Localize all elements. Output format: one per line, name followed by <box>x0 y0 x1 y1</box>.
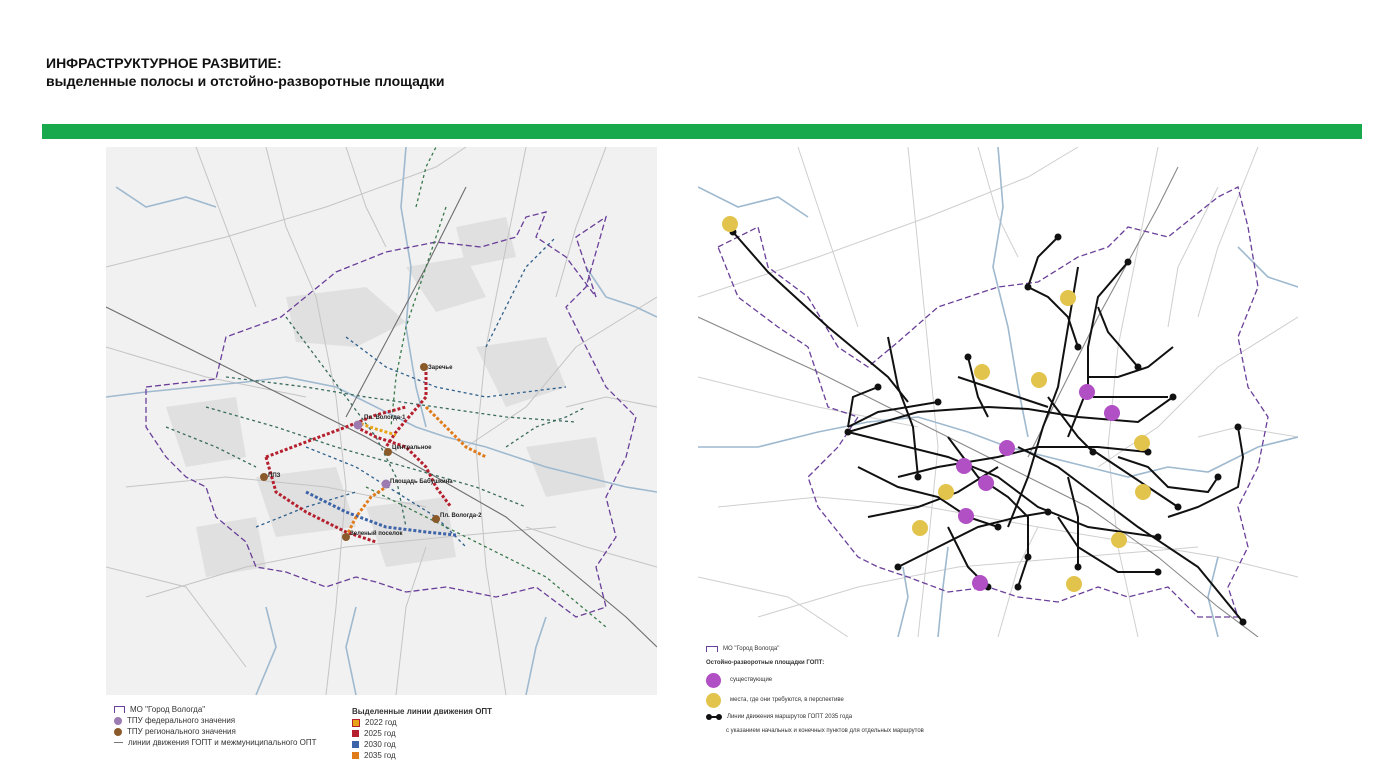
lanes-legend <box>352 707 492 761</box>
boundary-icon <box>706 646 718 652</box>
legend-label: 2035 год <box>364 751 396 760</box>
right-map-canvas <box>698 147 1298 637</box>
site-existing <box>1104 405 1120 421</box>
site-prospective <box>938 484 954 500</box>
site-existing <box>956 458 972 474</box>
site-existing <box>958 508 974 524</box>
tpu-regional-central <box>384 448 392 456</box>
sites-legend-title: Остойно-разворотные площадки ГОПТ: <box>706 660 825 666</box>
site-prospective <box>974 364 990 380</box>
site-prospective <box>1031 372 1047 388</box>
boundary-icon <box>114 706 125 713</box>
site-prospective <box>1111 532 1127 548</box>
tpu-regional-zarechye <box>420 363 428 371</box>
minor-roads <box>698 147 1298 637</box>
tpu-regional-vologda2 <box>432 515 440 523</box>
tpu-federal-vologda1 <box>354 421 363 430</box>
square-2035-icon <box>352 752 359 759</box>
legend-label: с указанием начальных и конечных пунктов для отдельных маршрутов <box>726 728 924 734</box>
square-2022-icon <box>352 719 360 727</box>
legend-label: линии движения ГОПТ и межмуниципального ОПТ <box>128 738 317 747</box>
lanes-legend-title: Выделенные линии движения ОПТ <box>352 707 493 716</box>
accent-bar <box>42 124 1362 139</box>
place-label: Заречье <box>428 365 453 371</box>
tpu-regional-ppz <box>260 473 268 481</box>
tpu-regional-icon <box>114 728 122 736</box>
left-legend <box>114 704 317 748</box>
tpu-regional-zeleny <box>342 533 350 541</box>
legend-label: Линии движения маршрутов ГОПТ 2035 года <box>727 714 853 720</box>
legend-label: ТПУ регионального значения <box>127 727 236 736</box>
legend-label: 2025 год <box>364 729 396 738</box>
legend-routes <box>706 710 924 724</box>
title-line-1: ИНФРАСТРУКТУРНОЕ РАЗВИТИЕ: <box>46 55 282 71</box>
legend-tpu-regional <box>114 726 317 737</box>
legend-label: ТПУ федерального значения <box>127 716 236 725</box>
railways <box>698 167 1258 637</box>
legend-lane-2025 <box>352 728 492 739</box>
place-label: Зеленый поселок <box>350 531 403 537</box>
tpu-federal-icon <box>114 717 122 725</box>
legend-label: МО "Город Вологда" <box>723 646 780 652</box>
legend-lane-2022 <box>352 717 492 728</box>
legend-tpu-federal <box>114 715 317 726</box>
legend-label: места, где они требуются, в перспективе <box>730 697 844 703</box>
site-prospective <box>1135 484 1151 500</box>
legend-label: МО "Город Вологда" <box>130 705 206 714</box>
right-map[interactable] <box>698 147 1298 637</box>
legend-existing <box>706 670 924 690</box>
square-2025-icon <box>352 730 359 737</box>
legend-label: 2022 год <box>365 718 397 727</box>
route-line-icon <box>114 742 123 743</box>
legend-prospective <box>706 690 924 710</box>
place-label: ППЗ <box>268 473 281 479</box>
site-existing-icon <box>706 673 721 688</box>
lane-2025-d <box>386 367 426 447</box>
route-endpoints-icon <box>706 714 722 720</box>
place-label: Пл. Вологда-2 <box>440 513 482 519</box>
legend-lane-2030 <box>352 739 492 750</box>
legend-label: существующие <box>730 677 773 683</box>
site-existing <box>978 475 994 491</box>
site-prospective <box>1134 435 1150 451</box>
page-title <box>46 54 444 90</box>
site-prospective <box>722 216 738 232</box>
title-line-2: выделенные полосы и отстойно-разворотные площадки <box>46 73 445 89</box>
legend-lane-2035 <box>352 750 492 761</box>
site-existing <box>999 440 1015 456</box>
site-prospective-icon <box>706 693 721 708</box>
site-prospective <box>912 520 928 536</box>
site-existing <box>972 575 988 591</box>
legend-routes <box>114 737 317 748</box>
site-prospective <box>1060 290 1076 306</box>
right-legend <box>706 644 924 738</box>
left-map[interactable] <box>106 147 657 695</box>
place-label: Пл. Вологда-1 <box>364 415 406 421</box>
legend-boundary <box>706 644 924 654</box>
square-2030-icon <box>352 741 359 748</box>
built-areas <box>166 217 606 577</box>
legend-label: 2030 год <box>364 740 396 749</box>
legend-routes-note <box>706 724 924 738</box>
left-map-canvas <box>106 147 657 695</box>
place-label: Центральное <box>392 445 432 451</box>
site-prospective <box>1066 576 1082 592</box>
place-label: Площадь Бабушкина <box>390 479 453 485</box>
legend-boundary <box>114 704 317 715</box>
site-existing <box>1079 384 1095 400</box>
